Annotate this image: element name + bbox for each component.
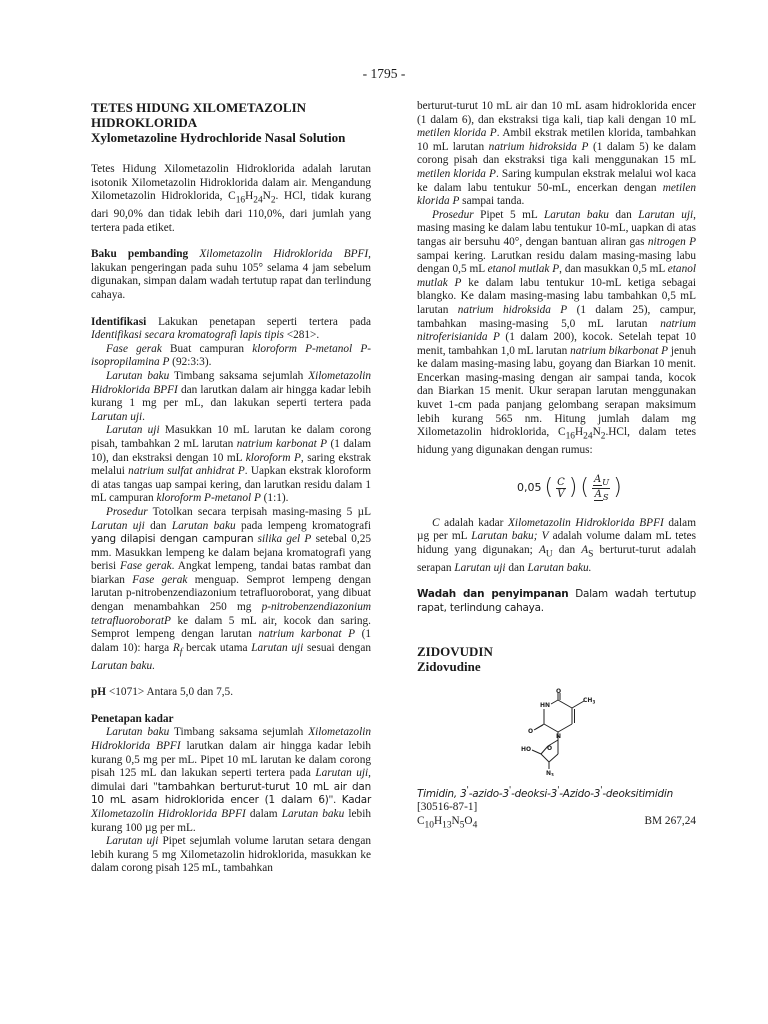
storage-paragraph: Wadah dan penyimpanan Dalam wadah tertutup rapat, terlindung cahaya.	[417, 588, 696, 614]
formula-c-over-v: $\frac{C}{V}$	[557, 476, 565, 500]
mol-o-left: O	[528, 727, 534, 735]
zidovudine-structure	[516, 688, 608, 776]
mol-o-ring: O	[547, 744, 553, 752]
test-solution-paragraph: Larutan uji Masukkan 10 mL larutan ke dalam corong pisah, tambahkan 2 mL larutan natrium karbonat P (1 dalam 10), dan ekstraksi dengan 10 mL kloroform P, saring ekstrak melalui natrium sulfat anhidrat P. Uapkan ekstrak kloroform di atas tangas uap sampai kering, dan larutkan residu dalam 1 mL campuran kloroform P-metanol P (1:1).	[91, 424, 372, 505]
reference-standard-paragraph: Baku pembanding Xilometazolin Hidroklorida BPFI, lakukan pengeringan pada suhu 105° selama 4 jam sebelum digunakan, simpan dalam wadah tertutup rapat dan terlindung cahaya.	[91, 248, 371, 301]
right-column	[417, 100, 696, 833]
zidovudine-cas-number: [30516-87-1]	[417, 801, 478, 814]
left-column	[91, 100, 371, 876]
molecular-weight: BM 267,24	[644, 814, 696, 827]
zidovudine-english-title: Zidovudine	[417, 658, 481, 674]
monograph-title: TETES HIDUNG XILOMETAZOLIN HIDROKLORIDA	[91, 100, 307, 130]
assay-formula: 0,05 ( $\frac{C}{V}$ ) ( $\frac{A_U}{A_S}$ )	[517, 473, 622, 502]
assay-test-paragraph: Larutan uji Pipet sejumlah volume larutan setara dengan lebih kurang 5 mg Xilometazolin hidroklorida, masukkan ke dalam corong pisah 125 mL, tambahkan	[91, 835, 371, 875]
ph-paragraph: pH <1071> Antara 5,0 dan 7,5.	[91, 686, 234, 699]
assay-procedure-paragraph: Prosedur Pipet 5 mL Larutan baku dan Larutan uji, masing masing ke dalam labu tentukur 10-mL, uapkan di atas tangas air bersuhu 40°, dengan bantuan aliran gas nitrogen P sampai kering. Larutkan residu dalam masing-masing labu dengan 0,5 mL etanol mutlak P, dan masukkan 0,5 mL etanol mutlak P ke dalam labu tentukur 10-mL ketiga sebagai blangko. Ke dalam masing-masing labu tambahkan 0,5 mL larutan natrium hidroksida P (1 dalam 25), campur, tambahkan masing-masing 5,0 mL larutan natrium nitroferisianida P (1 dalam 200), kocok. Setelah tepat 10 menit, tambahkan 1,0 mL larutan natrium bikarbonat P jenuh ke dalam masing-masing labu, goyang dan Biarkan 10 menit. Encerkan masing-masing dengan air sampai tanda, kocok dan Biarkan 15 menit. Ukur serapan larutan menggunakan kuvet 1-cm pada panjang gelombang serapan maksimum lebih kurang 565 nm. Hitung jumlah dalam mg Xilometazolin hidroklorida, $C_{16}H_{24}N_2.HCl$, dalam tetes hidung yang digunakan dengan rumus:	[417, 208, 697, 457]
assay-continuation-paragraph: berturut-turut 10 mL air dan 10 mL asam hidroklorida encer (1 dalam 6), dan ekstraksi tiga kali, tiap kali dengan 10 mL metilen klorida P. Ambil ekstrak metilen klorida, tambahkan 10 mL larutan natrium hidroksida P (1 dalam 5) ke dalam corong pisah dan ekstraksi tiga kali menggunakan 15 mL metilen klorida P. Saring kumpulan ekstrak melalui wol kaca ke dalam labu tentukur 50-mL, encerkan dengan metilen klorida P sampai tanda.	[417, 100, 697, 208]
standard-solution-paragraph: Larutan baku Timbang saksama sejumlah Xilometazolin Hidroklorida BPFI dan larutkan dalam air hingga kadar lebih kurang 1 mg per mL, dan lakukan seperti tertera pada Larutan uji.	[91, 369, 371, 423]
intro-paragraph: Tetes Hidung Xilometazolin Hidroklorida adalah larutan isotonik Xilometazolin Hidroklorida dalam air. Mengandung Xilometazolin Hidroklorida, $C_{16}H_{24}N_2$. HCl, tidak kurang dari 90,0% dan tidak lebih dari 110,0%, dari jumlah yang tertera pada etiket.	[91, 163, 371, 234]
formula-definition-paragraph: C adalah kadar Xilometazolin Hidroklorida BPFI dalam µg per mL Larutan baku; V adalah volume dalam mL tetes hidung yang digunakan; $A_U$ dan $A_S$ berturut-turut adalah serapan Larutan uji dan Larutan baku.	[417, 516, 697, 574]
mol-ch3: $CH_3$	[583, 696, 596, 704]
formula-au-over-as: $\frac{A_U}{A_S}$	[593, 473, 610, 502]
mobile-phase-paragraph: Fase gerak Buat campuran kloroform P-metanol P-isopropilamina P (92:3:3).	[91, 342, 371, 369]
mol-n3: $N_3$	[546, 769, 554, 776]
zidovudine-formula-row	[417, 815, 696, 833]
mol-n: N	[556, 732, 562, 740]
procedure-paragraph: Prosedur Totolkan secara terpisah masing-masing 5 µL Larutan uji dan Larutan baku pada lempeng kromatografi yang dilapisi dengan campuran silika gel P setebal 0,25 mm. Masukkan lempeng ke dalam bejana kromatografi yang berisi Fase gerak. Angkat lempeng, tandai batas rambat dan biarkan Fase gerak menguap. Semprot lempeng dengan larutan p-nitrobenzendiazonium tetrafluoroborat, yang dibuat dengan menambahkan 250 mg p-nitrobenzendiazonium tetrafluoroboratP ke dalam 5 mL air, kocok dan saring. Semprot lempeng dengan larutan natrium karbonat P (1 dalam 10): harga $R_f$ bercak utama Larutan uji sesuai dengan Larutan baku.	[91, 505, 371, 672]
page-number: - 1795 -	[362, 66, 406, 81]
mol-hn: HN	[540, 701, 551, 709]
assay-heading: Penetapan kadar	[91, 712, 174, 725]
zidovudine-synonyms: Timidin, 3'-azido-3'-deoksi-3'-Azido-3'-deoksitimidin	[417, 785, 674, 800]
mol-ho: HO	[521, 745, 532, 753]
mol-o-top: O	[556, 687, 562, 695]
identification-paragraph: Identifikasi Lakukan penetapan seperti tertera pada Identifikasi secara kromatografi lapis tipis <281>.	[91, 315, 371, 342]
zidovudine-title: ZIDOVUDIN	[417, 643, 493, 659]
molecular-formula: $C_{10}H_{13}N_5O_4$	[417, 814, 478, 830]
formula-coefficient: 0,05	[517, 481, 542, 495]
assay-standard-paragraph: Larutan baku Timbang saksama sejumlah Xilometazolin Hidroklorida BPFI larutkan dalam air hingga kadar lebih kurang 0,5 mg per mL. Pipet 10 mL larutan ke dalam corong pisah 125 mL dan lakukan seperti tertera pada Larutan uji, dimulai dari "tambahkan berturut-turut 10 mL air dan 10 mL asam hidroklorida encer (1 dalam 6)". Kadar Xilometazolin Hidroklorida BPFI dalam Larutan baku lebih kurang 100 µg per mL.	[91, 726, 372, 834]
monograph-english-title: Xylometazoline Hydrochloride Nasal Solution	[91, 130, 346, 145]
